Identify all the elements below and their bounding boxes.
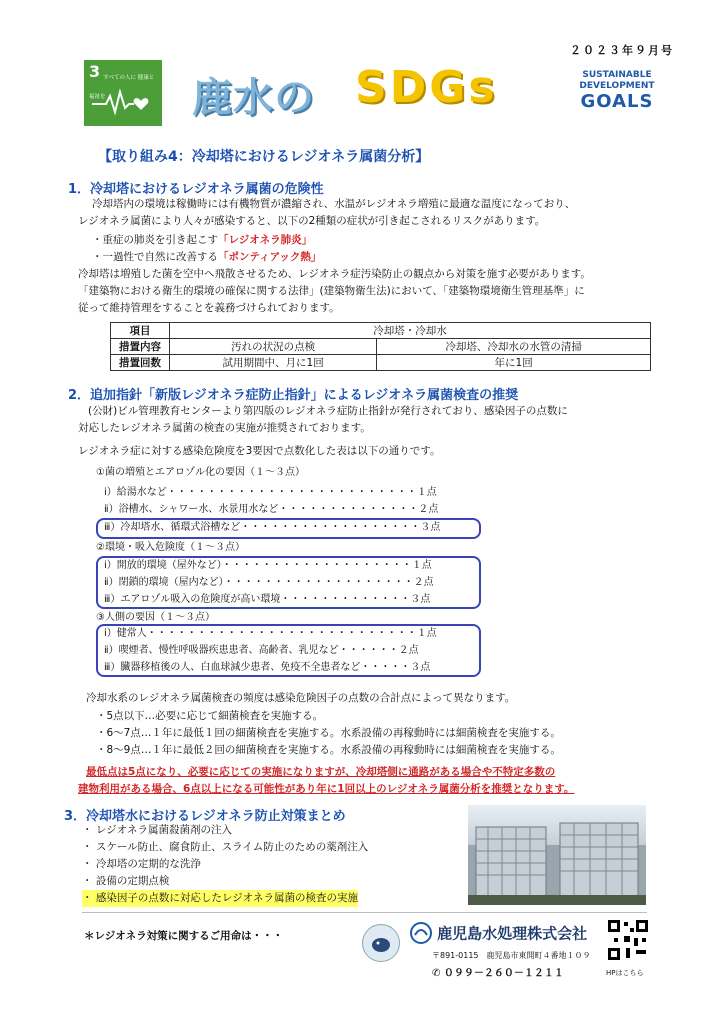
sdg3-text: すべての人に 健康と福祉を <box>89 75 155 100</box>
table-cell: 措置内容 <box>111 339 170 355</box>
table-row <box>111 323 651 339</box>
table-cell: 汚れの状況の点検 <box>170 339 377 355</box>
list-item: ⅲ）エアロゾル吸入の危険度が高い環境・・・・・・・・・・・・・３点 <box>104 594 431 605</box>
list-item: ⅱ）喫煙者、慢性呼吸器疾患患者、高齢者、乳児など・・・・・・２点 <box>104 645 419 656</box>
sdgs-wordmark-line3: GOALS <box>580 91 654 112</box>
section1-bullet1 <box>92 232 312 249</box>
sdgs-wordmark <box>572 70 662 112</box>
frequency-item: ・6～7点…１年に最低１回の細菌検査を実施する。水系設備の再稼動時には細菌検査を実施する。 <box>96 727 561 739</box>
cooling-tower-image <box>468 805 646 905</box>
group1-heading: ①菌の増殖とエアロゾル化の要因（１～３点） <box>96 467 305 478</box>
heartbeat-icon <box>92 88 154 118</box>
summary-highlight: ・ 感染因子の点数に対応したレジオネラ属菌の検査の実施 <box>82 890 358 907</box>
company-logo-icon <box>410 922 432 944</box>
bullet1-red: 「レジオネラ肺炎」 <box>218 234 313 246</box>
phone-number: ０９９－２６０－１２１１ <box>443 968 564 979</box>
group2-heading: ②環境・吸入危険度（１～３点） <box>96 542 245 553</box>
sdgs-wordmark-line2: DEVELOPMENT <box>579 81 655 91</box>
list-item: ⅲ）冷却塔水、循環式浴槽など・・・・・・・・・・・・・・・・・・３点 <box>104 522 441 533</box>
table-cell: 措置回数 <box>111 355 170 371</box>
table-cell: 試用期間中、月に1回 <box>170 355 377 371</box>
title-kanji: 鹿水の <box>192 74 315 121</box>
summary-item: ・ スケール防止、腐食防止、スライム防止のための薬剤注入 <box>82 841 369 853</box>
issue-date: ２０２３年９月号 <box>570 44 674 57</box>
note-line2: 建物利用がある場合、6点以上になる可能性があり年に1回以上のレジオネラ属菌分析を推奨となります。 <box>78 783 575 795</box>
sdg3-number: 3 <box>89 62 101 81</box>
mascot-logo <box>362 924 400 962</box>
footer-divider <box>82 912 647 913</box>
section1-p1: 冷却塔内の環境は稼働時には有機物質が濃縮され、水温がレジオネラ増殖に最適な温度になっており、 <box>92 198 576 210</box>
list-item: ⅰ）健常人・・・・・・・・・・・・・・・・・・・・・・・・・・・１点 <box>104 628 437 639</box>
phone-icon: ✆ <box>432 968 444 979</box>
sdg3-logo <box>84 60 162 126</box>
qr-code-icon <box>606 918 650 962</box>
list-item: ⅲ）臓器移植後の人、白血球減少患者、免疫不全患者など・・・・・３点 <box>104 662 431 673</box>
table-row <box>111 339 651 355</box>
table-cell: 項目 <box>111 323 170 339</box>
list-item: ⅱ）閉鎖的環境（屋内など）・・・・・・・・・・・・・・・・・・・２点 <box>104 577 434 588</box>
contact-text: ＊レジオネラ対策に関するご用命は・・・ <box>84 930 284 942</box>
bullet2-text: ・一過性で自然に改善する <box>92 251 218 263</box>
phone-row <box>432 964 564 979</box>
note-line1: 最低点は5点になり、必要に応じての実施になりますが、冷却塔側に通路がある場合や不特定多数の <box>86 766 556 778</box>
section2-p2: 対応したレジオネラ属菌の検査の実施が推奨されております。 <box>78 422 371 434</box>
section2-p3: レジオネラ症に対する感染危険度を3要因で点数化した表は以下の通りです。 <box>78 445 441 457</box>
title-sdgs: SDGs <box>355 62 498 113</box>
summary-item: ・ 設備の定期点検 <box>82 875 170 887</box>
company-block <box>410 922 587 944</box>
list-item: ⅰ）給湯水など・・・・・・・・・・・・・・・・・・・・・・・・・１点 <box>104 487 437 498</box>
sdgs-wordmark-line1: SUSTAINABLE <box>582 70 652 80</box>
cooling-tower-photo <box>468 805 646 905</box>
table-cell: 冷却塔・冷却水 <box>170 323 651 339</box>
bullet2-red: 「ポンティアック熱」 <box>218 251 322 263</box>
section1-p4: 「建築物における衛生的環境の確保に関する法律」(建築物衛生法)において、「建築物環境衛生管理基準」に <box>78 285 585 297</box>
table-cell: 冷却塔、冷却水の水管の清掃 <box>377 339 651 355</box>
fish-icon <box>363 925 399 961</box>
summary-item: ・ レジオネラ属菌殺菌剤の注入 <box>82 824 232 836</box>
section1-p2: レジオネラ属菌により人々が感染すると、以下の2種類の症状が引き起こされるリスクがあります。 <box>78 215 546 227</box>
frequency-item: ・5点以下…必要に応じて細菌検査を実施する。 <box>96 710 324 722</box>
frequency-item: ・8～9点…１年に最低２回の細菌検査を実施する。水系設備の再稼動時には細菌検査を実施する。 <box>96 744 561 756</box>
qr-code[interactable] <box>606 918 650 962</box>
bullet1-text: ・重症の肺炎を引き起こす <box>92 234 218 246</box>
company-name: 鹿児島水処理株式会社 <box>437 924 588 943</box>
section2-heading: 2．追加指針「新版レジオネラ症防止指針」によるレジオネラ属菌検査の推奨 <box>68 388 519 403</box>
section1-heading: 1．冷却塔におけるレジオネラ属菌の危険性 <box>68 182 324 197</box>
table-row <box>111 355 651 371</box>
section1-bullet2 <box>92 249 321 266</box>
summary-item: ・ 冷却塔の定期的な洗浄 <box>82 858 201 870</box>
hp-label: HPはこちら <box>606 969 644 977</box>
maintenance-table <box>110 322 651 371</box>
section1-p3: 冷却塔は増殖した菌を空中へ飛散させるため、レジオネラ症汚染防止の観点から対策を施す必要があります。 <box>78 268 591 280</box>
list-item: ⅱ）浴槽水、シャワー水、水景用水など・・・・・・・・・・・・・・２点 <box>104 504 439 515</box>
section2-p4: 冷却水系のレジオネラ属菌検査の頻度は感染危険因子の点数の合計点によって異なります。 <box>86 692 516 704</box>
section3-heading: 3．冷却塔水におけるレジオネラ防止対策まとめ <box>64 809 346 824</box>
section1-p5: 従って維持管理をすることを義務づけられております。 <box>78 302 340 314</box>
main-heading: 【取り組み4：冷却塔におけるレジオネラ属菌分析】 <box>98 149 430 165</box>
table-cell: 年に1回 <box>377 355 651 371</box>
list-item: ⅰ）開放的環境（屋外など）・・・・・・・・・・・・・・・・・・・１点 <box>104 560 432 571</box>
section2-p1: (公財)ビル管理教育センターより第四版のレジオネラ症防止指針が発行されており、感染因子の点数に <box>88 405 568 417</box>
group3-heading: ③人側の要因（１～３点） <box>96 612 215 623</box>
company-address: 〒891-0115 鹿児島市東開町４番地１０９ <box>432 951 591 960</box>
